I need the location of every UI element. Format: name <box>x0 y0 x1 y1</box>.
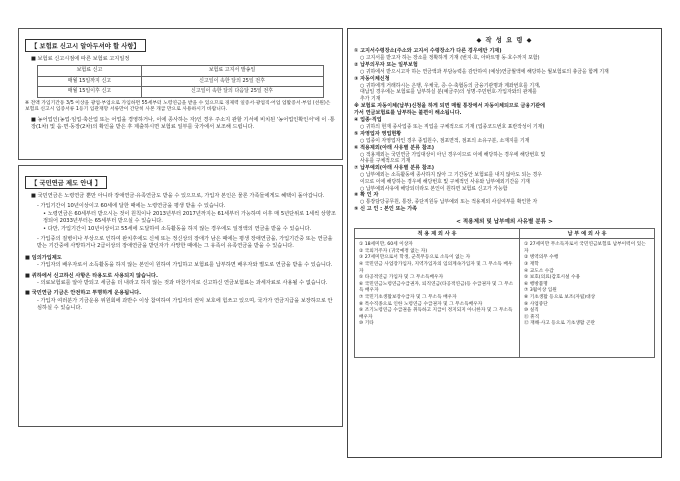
intro-text: ■ 국민연금은 노령연금 뿐만 아니라 장애연금·유족연금도 받을 수 있으므로, 가입자 본인은 물론 가족들에게도 혜택이 돌아갑니다. <box>31 193 325 199</box>
table-header: 보험료 고지서 발송일 <box>141 66 323 76</box>
list-item: ⑧ 특수직종으로 인한 노령연금 수급권자 및 그 무소득배우자 <box>359 301 483 307</box>
notice-title: 【 보험료 신고시 알아두셔야 할 사항】 <box>25 39 146 52</box>
list-item: ③ 27세미만으로서 학생, 군복무등으로 소득이 없는 자 <box>359 255 471 261</box>
instruction-heading: ③ 자동이체신청 <box>354 75 390 82</box>
left-column <box>18 28 343 427</box>
classification-table <box>354 228 655 358</box>
instruction-heading: ※ 보험료 자동이체(납부)신청을 하게 되면 매월 통장에서 자동이체되므로 금융기관에 <box>354 102 546 109</box>
table-row <box>38 76 323 86</box>
instruction-heading: ⑥ 적용제외(아래 사유별 분류 참조) <box>354 144 435 151</box>
classification-title: < 적용제외 및 납부예외 사유별 분류 > <box>456 219 553 226</box>
list-item: ⑥ 행방불명 <box>524 281 548 287</box>
fund-text: - 가입자 여러분가 기금운용 위원회에 과반수 이상 참여하여 가입자의 권익 보호에 힘쓰고 있으며, 국가가 연금지급을 보장하므로 안심하실 수 있습니다. <box>37 297 333 312</box>
list-item: ② 국외거주자 (귀국예정 없는 자) <box>359 248 428 254</box>
instruction-heading: ⑨ 신 고 인 : 본인 또는 가족 <box>354 206 418 213</box>
table-row <box>38 87 323 97</box>
list-item: ④ 교도소 수감 <box>524 268 554 274</box>
instructions-list <box>354 48 655 213</box>
fund-heading: ■ 국민연금 기금은 안전하고 투명하게 운용됩니다. <box>25 290 142 297</box>
table-header: 적 용 제 외 사 유 <box>355 229 520 239</box>
instruction-text: 이므로 이에 해당하는 경우에 해당번호 및 구체적인 사유와 납부예외기간을 기재 <box>360 178 530 185</box>
notice-section <box>18 28 343 160</box>
table-header: 보험료 신고 <box>38 66 141 76</box>
instruction-heading: ① 고지서수령장소(주소와 고지서 수령장소가 다른 경우에만 기재) <box>354 48 502 54</box>
list-item: ⑨ 사업중단 <box>524 301 548 307</box>
instructions-title: ◆ 작 성 요 령 ◆ <box>476 37 533 44</box>
note-text: ※ 전액 가입기간동 3/5 이상을 광업·부업으로 가입하면 55세부터 노령연금을 받을 수 있으므로 경제력 일증서·광업직·어업 업활증서·부업 (선원)은 보험료 신고시 입증서류 1등기 입관재망 서류만이 간단히 사본 개급 만으로 사용하시기 바랍니다. <box>25 100 331 113</box>
instruction-text: 사유를 구체적으로 기재 <box>360 158 411 165</box>
list-item: ⑦ 3월이상 입원 <box>524 288 557 294</box>
pension-guide-section <box>18 165 343 427</box>
schedule-table <box>37 65 323 97</box>
list-item: ⑫ 재해·사고 등으로 기초생활 곤란 <box>524 321 596 327</box>
instruction-heading: ⑤ 자영업자 영업현황 <box>354 130 402 137</box>
instruction-heading: ④ 업종·직업 <box>354 116 382 123</box>
old-age-text: - 가입기간이 10년이상이고 60세에 달한 때에는 노령연금을 평생 받을 수 있습니다. <box>37 203 226 210</box>
instruction-text: ○ 납부예외사유에 해당되더라도 본인이 원하면 보험료 신고가 가능함 <box>360 185 508 192</box>
instruction-text: ○ 통장담당공무원, 통장, 종단직원등 납부예외 또는 적용제외 사실여부를 확인한 자 <box>360 199 538 206</box>
table-header: 납 부 예 외 사 유 <box>520 229 655 239</box>
instruction-text: ○ 적용제외는 국민연금 가입대상이 아닌 경우이므로 이에 해당하는 경우에 해당번호 및 <box>360 151 546 158</box>
list-item: ⑦ 국민기초생활보장수급자 및 그 무소득 배우자 <box>359 294 457 300</box>
instruction-heading: ⑦ 납부예외(아래 사유별 분류 참조) <box>354 165 435 172</box>
instruction-text: ○ 귀하에서 받으시고자 하는 연금액과 부담능력을 감안하여 (예상)연금월액에 해당하는 월보험료의 총금을 함께 기재 <box>360 68 609 75</box>
table-cell: 매월 15일이후 신고 <box>38 87 141 97</box>
disability-text: - 가입중의 질병이나 부상으로 인하여 완치후에도 신체 또는 정신상의 장애가 남은 때에는 평생 장애연금을, 가입기간중 또는 연금을 받는 기간중에 사망하거나 2급이상의 장애연금을 받던자가 사망한 때에는 그 유족이 유족연금을 받을 수 있습니다. <box>37 236 333 250</box>
table-cell: 신고일이 속한 달의 25일 전후 <box>141 76 323 86</box>
voluntary-heading: ■ 임의가입제도 <box>25 254 62 261</box>
privacy-text: - 의료보험료를 알아 받되고 세금을 더 내라고 하지 않는 것과 마찬가지로 신고하신 연금보험료는 과세자료로 사용될 수 없습니다. <box>37 280 328 287</box>
table-cell: 신고일이 속한 달의 다음달 25일 전후 <box>141 87 323 97</box>
schedule-bullet: ■ 보험료 신고시점에 따른 보험료 고지일정 <box>31 56 130 62</box>
instruction-text: 대납일 경우에는 보험료를 납부하실 분(예금주)의 성명·주민번호·가입자와의 관계를 <box>360 89 537 96</box>
list-item: ③ 재학 <box>524 261 539 267</box>
table-cell: 매월 15일까지 신고 <box>38 76 141 86</box>
right-column <box>347 28 662 458</box>
list-item: ⑩ 실직 <box>524 308 539 314</box>
list-item: ⑥ 국민연금노령연금수급권자, 퇴직연금(타공적연금)등 수급권자 및 그 무소득 배우자 <box>359 281 514 294</box>
instruction-text: ○ 고지서를 받고자 하는 장소를 정확하게 기재 (번지·호, 아파트명 동·호수까지 포함) <box>360 55 540 62</box>
voluntary-text: - 가입자의 배우자로서 소득활동을 하지 않는 본인이 원하여 가입하고 보험료를 납부하면 배우자와 별도로 연금을 받을 수 있습니다. <box>37 262 333 269</box>
instruction-text: ○ 귀하에게 거래하시는 은행, 우체국, 증·수·축협등의 금융기관명과 계좌번호를 기재, <box>360 82 541 89</box>
list-item: ⑤ 보호(의료)감호시설 수용 <box>524 275 581 281</box>
pension-guide-title: 【 국민연금 제도 안내 】 <box>25 176 107 189</box>
farmer-bullet: ■ 농어업인(농업·임업·축산업 또는 어업을 경영하거나, 이에 종사하는 자)인 경우 주소지 관할 기서에 비치된 '농어업인확인서'에 이 ·통장(1차) 및 읍·면·동장(2차)의 확인을 받은 후 제출하시면 보험료 일부를 국가에서 보조해 드립니다. <box>31 116 335 131</box>
list-item: ① 27세미만 무소득자로서 국민연금보험료 납부이력이 있는 자 <box>524 242 646 254</box>
privacy-heading: ■ 퀴하에서 신고하신 사항은 타용도로 사용되지 않습니다. <box>25 272 158 279</box>
list-item: ① 18세미만, 60세 이상자 <box>359 242 413 248</box>
instruction-text: ○ 귀하의 현재 종사업종 또는 직업을 구체적으로 기재 (업종코드번호 표란작성이 기재) <box>360 124 545 131</box>
instruction-heading: ⑧ 확 인 자 <box>354 192 379 199</box>
instruction-heading: 가서 연금보험료를 납부하는 불편이 해소됩니다. <box>354 109 462 116</box>
list-item: ⑤ 타공적연금 가입자 및 그 무소득배우자 <box>359 275 444 281</box>
instruction-text: ○ 납부예외는 소득활동에 종사하지 않아 그 기간동안 보험료를 내지 않아도 되는 경우 <box>360 172 542 179</box>
list-item: ⑧ 기초생활 등으로 보조(자립)대상 <box>524 294 596 300</box>
list-item: ④ 국민연금 사업장가입자, 지역가입자의 임의계속가입자 및 그 무소득 배우자 <box>359 261 513 274</box>
old-age-sub1: • 노령연금은 60세부터 받으시는 것이 원칙이나 2013년부터 2017년까지는 61세부터 가능하며 이후 매 5년단위로 1세씩 상향조정되어 2033년부터는 65세부터 받으실 수 있습니다. <box>43 210 336 225</box>
list-item: ⑪ 휴직 <box>524 314 540 320</box>
instruction-text: 추가 기재 <box>360 96 381 103</box>
instruction-heading: ② 납부의무자 또는 일부보험 <box>354 61 418 68</box>
exemption-reasons <box>520 239 655 358</box>
list-item: ⑨ 조기노령연금 수급권을 취득하고 지급이 정지되지 아니한자 및 그 무소득배우자 <box>359 308 513 320</box>
old-age-sub2: • 다만, 가입기간이 10년이상이고 55세에 도달하여 소득활동을 하지 않는 경우에도 일정액의 연금을 받을 수 있습니다. <box>43 225 312 232</box>
list-item: ⑩ 기타 <box>359 321 374 327</box>
list-item: ② 병역의무 수행 <box>524 255 559 261</box>
instruction-text: ○ 업종이 자영업자인 경우 종업원수, 점포면적, 점포의 소유구분, 소재지를 기재 <box>360 137 530 144</box>
exclusion-reasons <box>355 239 520 358</box>
